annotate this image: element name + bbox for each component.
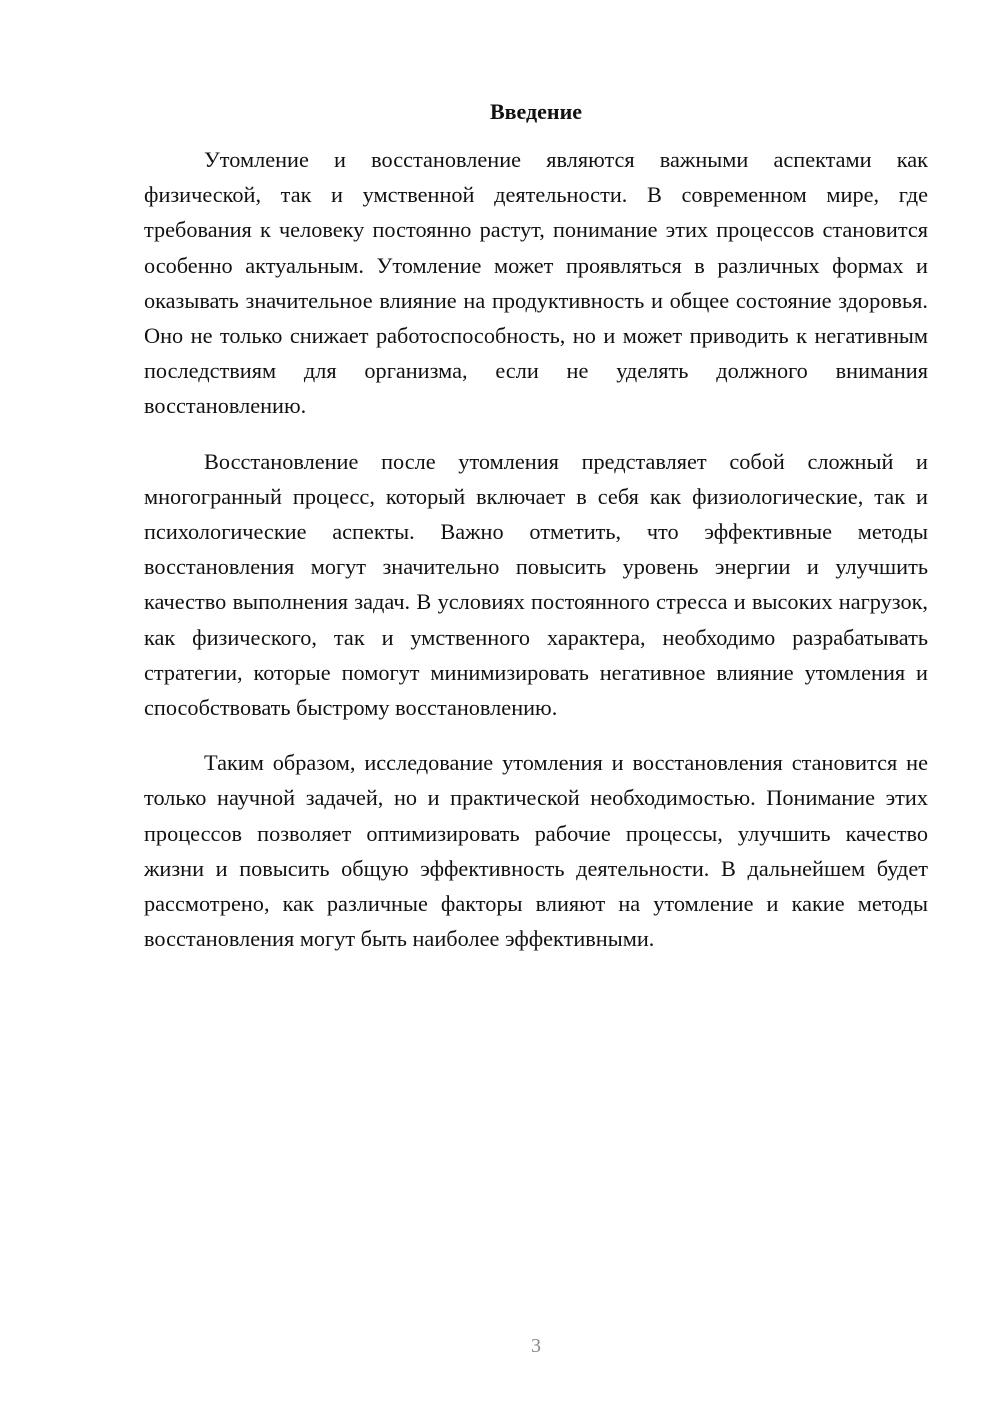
page-number: 3 <box>531 1335 541 1357</box>
paragraph-2: Восстановление после утомления представляет собой сложный и многогранный процесс, который включает в себя как физиологические, так и психологические аспекты. Важно отметить, что эффективные методы восстановления могут значительно повысить уровень энергии и улучшить качество выполнения задач. В условиях постоянного стресса и высоких нагрузок, как физического, так и умственного характера, необходимо разрабатывать стратегии, которые помогут минимизировать негативное влияние утомления и способствовать быстрому восстановлению. <box>144 448 928 721</box>
paragraph-3: Таким образом, исследование утомления и восстановления становится не только научной задачей, но и практической необходимостью. Понимание этих процессов позволяет оптимизировать рабочие процессы, улучшить качество жизни и повысить общую эффективность деятельности. В дальнейшем будет рассмотрено, как различные факторы влияют на утомление и какие методы восстановления могут быть наиболее эффективными. <box>144 750 928 952</box>
section-title: Введение <box>489 99 583 124</box>
body-text <box>144 142 928 976</box>
paragraph-1: Утомление и восстановление являются важными аспектами как физической, так и умственной деятельности. В современном мире, где требования к человеку постоянно растут, понимание этих процессов становится особенно актуальным. Утомление может проявляться в различных формах и оказывать значительное влияние на продуктивность и общее состояние здоровья. Оно не только снижает работоспособность, но и может приводить к негативным последствиям для организма, если не уделять должного внимания восстановлению. <box>144 147 928 419</box>
